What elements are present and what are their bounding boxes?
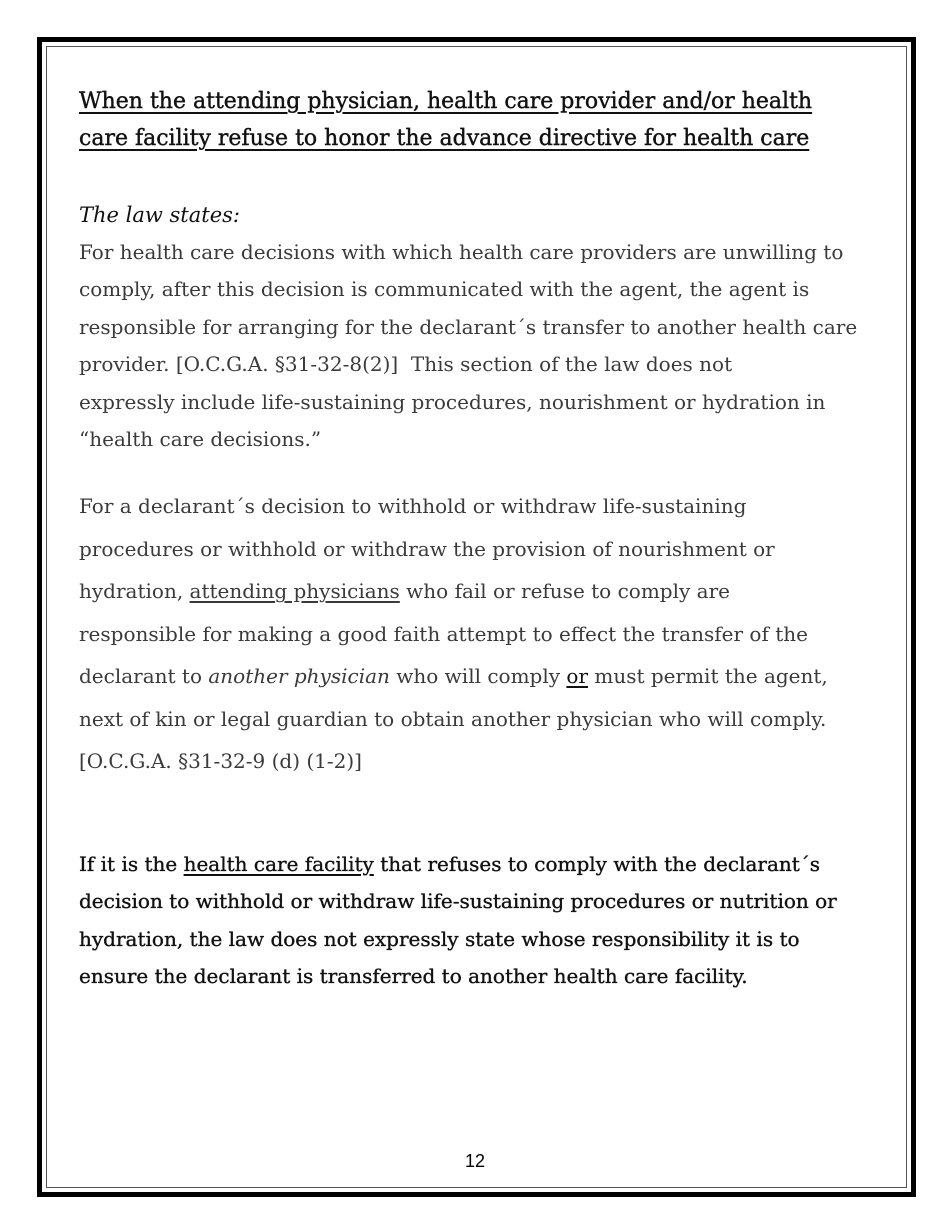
paragraph-attending-physicians bbox=[79, 485, 879, 783]
paragraph1-line: provider. [O.C.G.A. §31-32-8(2)] This section of the law does not bbox=[79, 352, 733, 377]
paragraph-health-care-facility bbox=[79, 846, 879, 996]
attending-physicians-emphasis: attending physicians bbox=[189, 579, 400, 604]
heading-line-2: care facility refuse to honor the advance directive for health care bbox=[79, 126, 810, 151]
paragraph2-line: responsible for making a good faith attempt to effect the transfer of the bbox=[79, 621, 808, 646]
paragraph3-text: If it is the bbox=[79, 851, 184, 876]
law-states-label: The law states: bbox=[79, 203, 240, 227]
section-heading bbox=[79, 83, 879, 157]
paragraph3-text: that refuses to comply with the declarant´s bbox=[373, 851, 821, 876]
paragraph1-line: “health care decisions.” bbox=[79, 427, 322, 452]
paragraph3-line: ensure the declarant is transferred to another health care facility. bbox=[79, 964, 748, 989]
document-body bbox=[79, 83, 879, 996]
paragraph2-text: hydration, bbox=[79, 579, 190, 604]
paragraph2-line: next of kin or legal guardian to obtain another physician who will comply. bbox=[79, 706, 827, 731]
page-number: 12 bbox=[464, 1151, 486, 1171]
heading-line-1: When the attending physician, health care provider and/or health bbox=[79, 89, 813, 114]
paragraph1-line: comply, after this decision is communicated with the agent, the agent is bbox=[79, 277, 810, 302]
paragraph2-text: declarant to bbox=[79, 664, 209, 689]
paragraph1-line: expressly include life-sustaining procedures, nourishment or hydration in bbox=[79, 389, 826, 414]
paragraph2-citation: [O.C.G.A. §31-32-9 (d) (1-2)] bbox=[79, 749, 362, 774]
paragraph2-line: For a declarant´s decision to withhold or withdraw life-sustaining bbox=[79, 494, 747, 519]
paragraph1-line: responsible for arranging for the declarant´s transfer to another health care bbox=[79, 314, 858, 339]
paragraph3-line: hydration, the law does not expressly state whose responsibility it is to bbox=[79, 926, 800, 951]
health-care-facility-emphasis: health care facility bbox=[183, 851, 374, 876]
paragraph3-line: decision to withhold or withdraw life-sustaining procedures or nutrition or bbox=[79, 889, 837, 914]
paragraph2-text: must permit the agent, bbox=[588, 664, 828, 689]
another-physician-emphasis: another physician bbox=[208, 664, 390, 689]
paragraph2-text: who will comply bbox=[389, 664, 567, 689]
paragraph2-line: procedures or withhold or withdraw the provision of nourishment or bbox=[79, 536, 775, 561]
paragraph-health-care-decisions bbox=[79, 234, 879, 458]
paragraph1-line: For health care decisions with which health care providers are unwilling to bbox=[79, 240, 844, 264]
paragraph2-text: who fail or refuse to comply are bbox=[399, 579, 730, 604]
or-emphasis: or bbox=[566, 664, 589, 689]
